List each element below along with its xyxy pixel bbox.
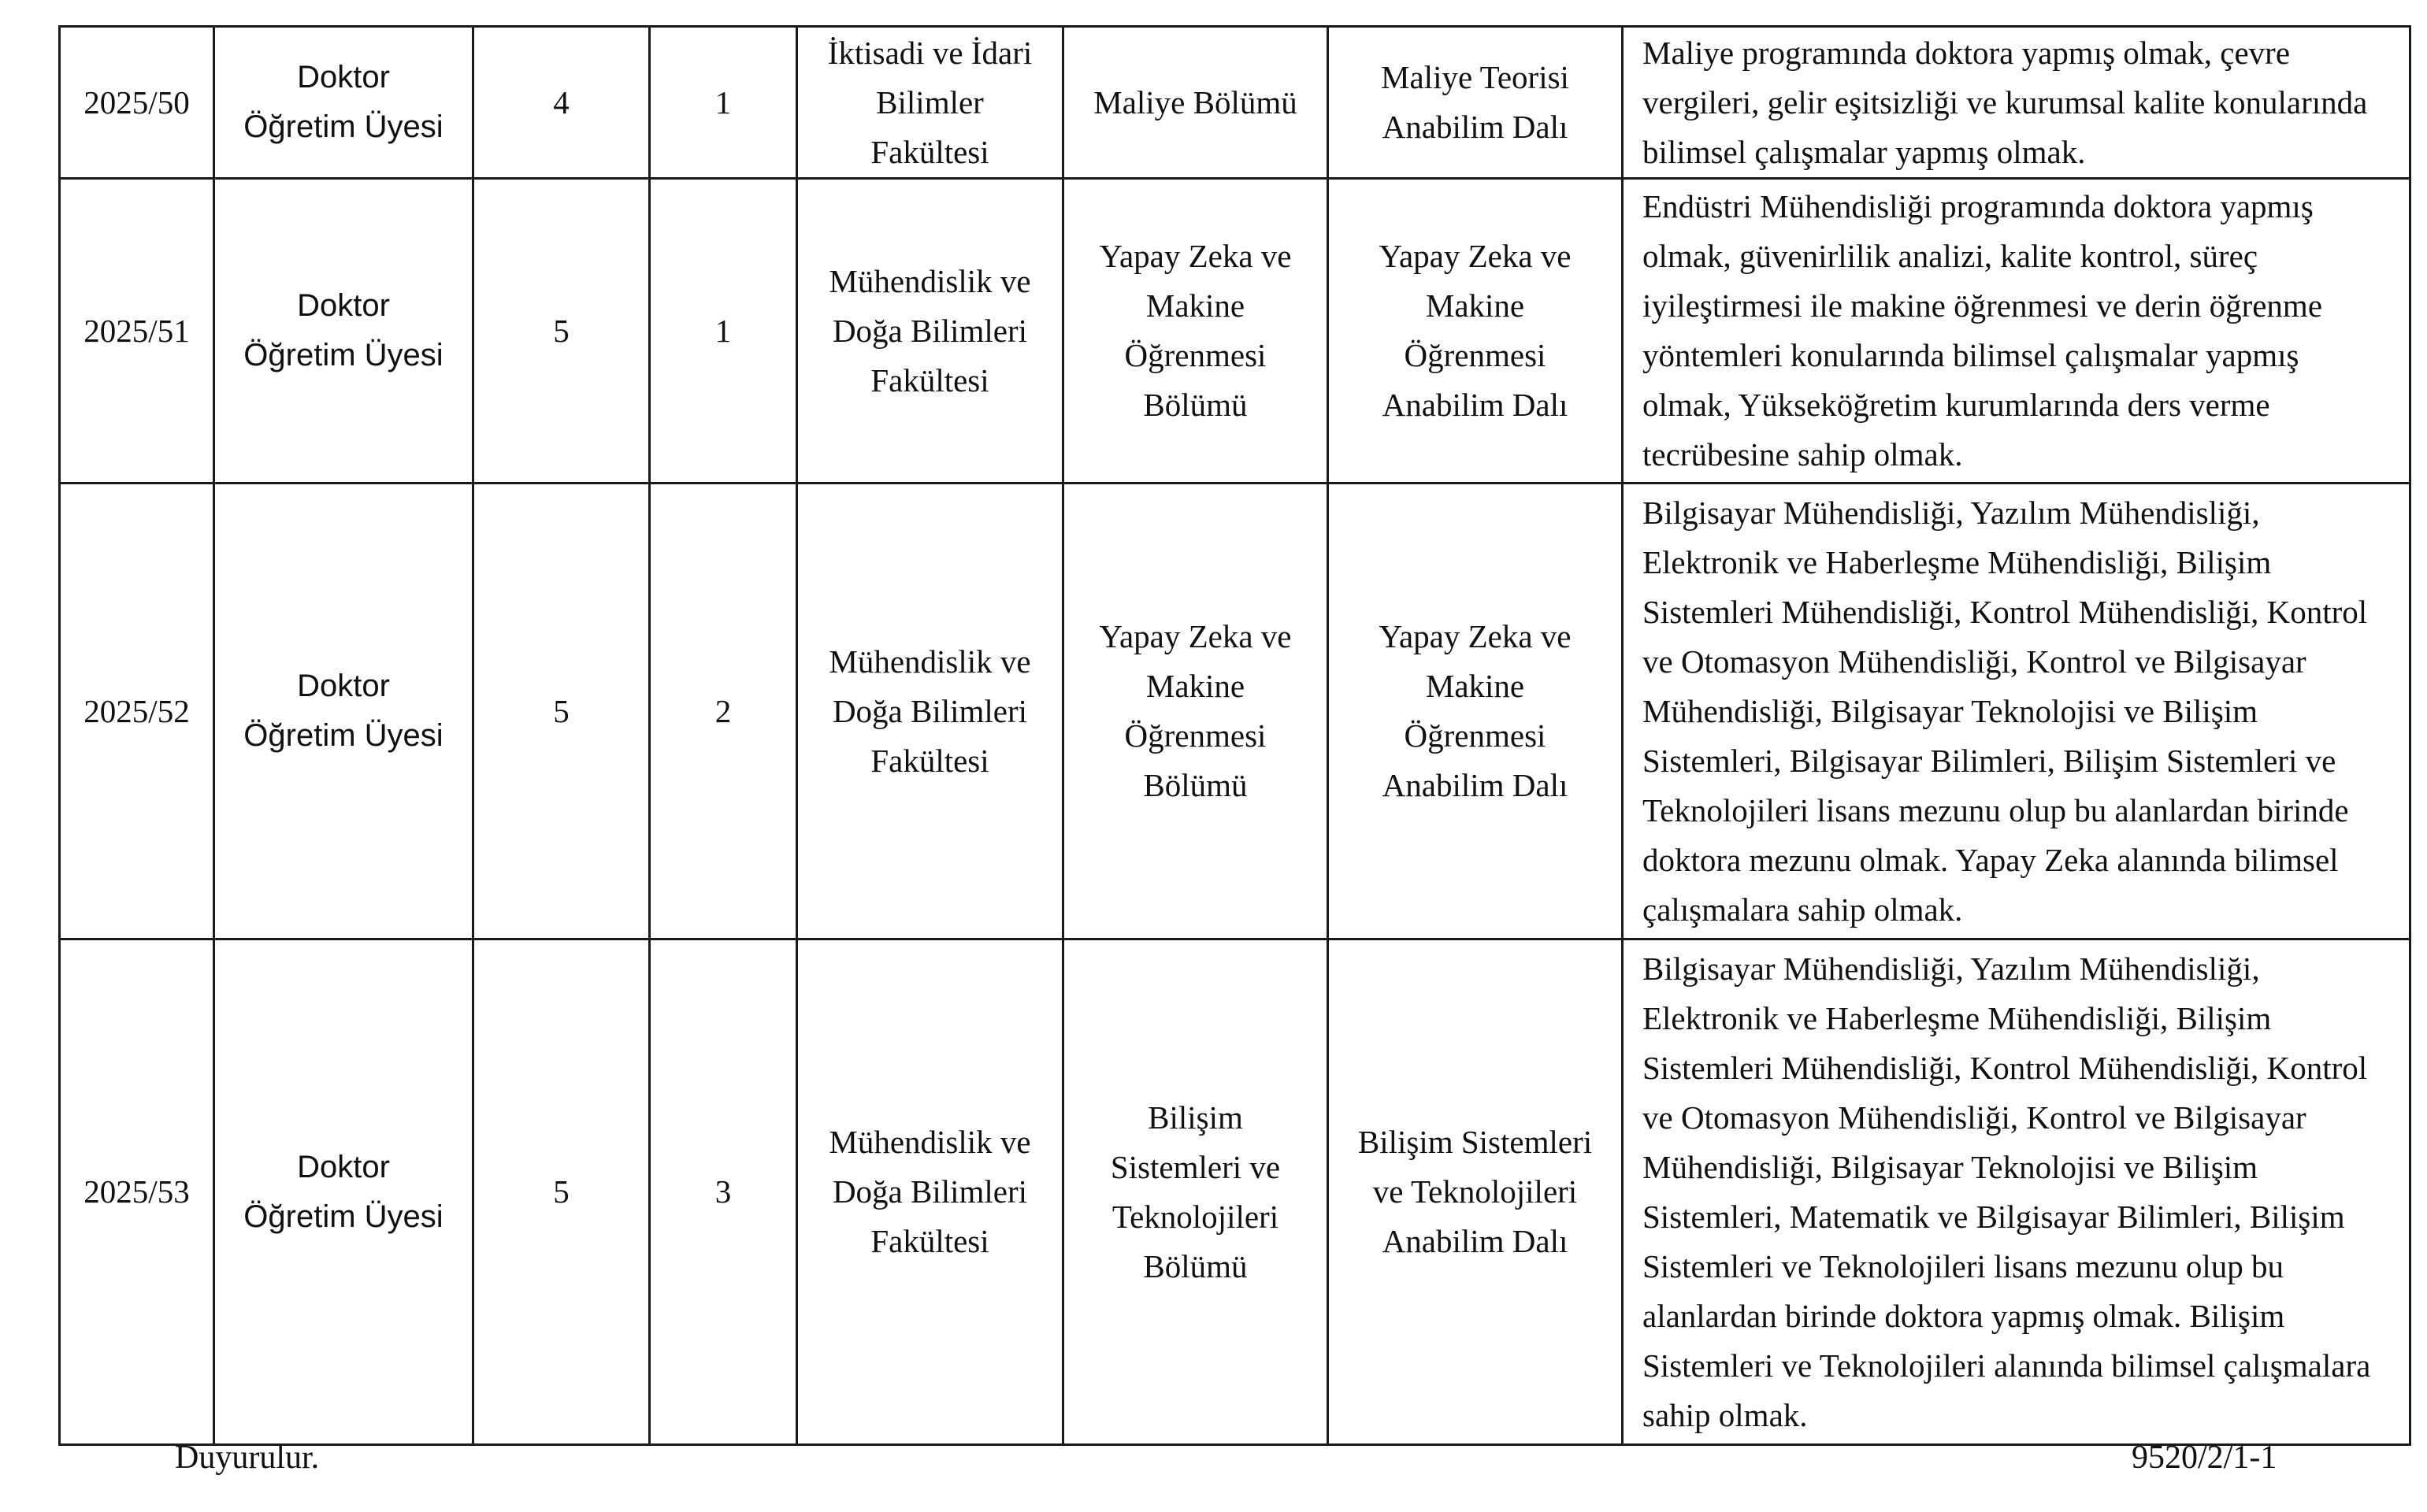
degree-cell: 5 xyxy=(473,939,650,1445)
department-cell: Yapay Zeka ve Makine Öğrenmesi Bölümü xyxy=(1063,484,1328,939)
position-title: Doktor Öğretim Üyesi xyxy=(214,27,473,179)
reference-number: 9520/2/1-1 xyxy=(2132,1440,2277,1476)
department-cell: Yapay Zeka ve Makine Öğrenmesi Bölümü xyxy=(1063,179,1328,484)
department-cell: Maliye Bölümü xyxy=(1063,27,1328,179)
count-cell: 2 xyxy=(650,484,797,939)
table-row xyxy=(60,939,2410,1445)
count-cell: 1 xyxy=(650,179,797,484)
division-cell: Bilişim Sistemleri ve Teknolojileri Anabilim Dalı xyxy=(1328,939,1623,1445)
table-row xyxy=(60,27,2410,179)
requirements-cell: Maliye programında doktora yapmış olmak, çevre vergileri, gelir eşitsizliği ve kurumsal kalite konularında bilimsel çalışmalar yapmış olmak. xyxy=(1623,27,2410,179)
position-title: Doktor Öğretim Üyesi xyxy=(214,939,473,1445)
ilan-code: 2025/52 xyxy=(60,484,214,939)
faculty-cell: Mühendislik ve Doğa Bilimleri Fakültesi xyxy=(797,179,1063,484)
position-table xyxy=(58,25,2411,1446)
degree-cell: 5 xyxy=(473,484,650,939)
announcement-closing: Duyurulur. xyxy=(175,1440,320,1476)
degree-cell: 5 xyxy=(473,179,650,484)
count-cell: 3 xyxy=(650,939,797,1445)
ilan-code: 2025/51 xyxy=(60,179,214,484)
ilan-code: 2025/50 xyxy=(60,27,214,179)
position-title: Doktor Öğretim Üyesi xyxy=(214,179,473,484)
faculty-cell: Mühendislik ve Doğa Bilimleri Fakültesi xyxy=(797,939,1063,1445)
degree-cell: 4 xyxy=(473,27,650,179)
requirements-cell: Endüstri Mühendisliği programında doktora yapmış olmak, güvenirlilik analizi, kalite kontrol, süreç iyileştirmesi ile makine öğrenmesi ve derin öğrenme yöntemleri konularında bilimsel çalışmalar yapmış olmak, Yükseköğretim kurumlarında ders verme tecrübesine sahip olmak. xyxy=(1623,179,2410,484)
requirements-cell: Bilgisayar Mühendisliği, Yazılım Mühendisliği, Elektronik ve Haberleşme Mühendisliği, Bilişim Sistemleri Mühendisliği, Kontrol Mühendisliği, Kontrol ve Otomasyon Mühendisliği, Kontrol ve Bilgisayar Mühendisliği, Bilgisayar Teknolojisi ve Bilişim Sistemleri, Matematik ve Bilgisayar Bilimleri, Bilişim Sistemleri ve Teknolojileri lisans mezunu olup bu alanlardan birinde doktora yapmış olmak. Bilişim Sistemleri ve Teknolojileri alanında bilimsel çalışmalara sahip olmak. xyxy=(1623,939,2410,1445)
table-row xyxy=(60,484,2410,939)
division-cell: Yapay Zeka ve Makine Öğrenmesi Anabilim Dalı xyxy=(1328,484,1623,939)
division-cell: Maliye Teorisi Anabilim Dalı xyxy=(1328,27,1623,179)
count-cell: 1 xyxy=(650,27,797,179)
department-cell: Bilişim Sistemleri ve Teknolojileri Bölümü xyxy=(1063,939,1328,1445)
ilan-code: 2025/53 xyxy=(60,939,214,1445)
requirements-cell: Bilgisayar Mühendisliği, Yazılım Mühendisliği, Elektronik ve Haberleşme Mühendisliği, Bilişim Sistemleri Mühendisliği, Kontrol Mühendisliği, Kontrol ve Otomasyon Mühendisliği, Kontrol ve Bilgisayar Mühendisliği, Bilgisayar Teknolojisi ve Bilişim Sistemleri, Bilgisayar Bilimleri, Bilişim Sistemleri ve Teknolojileri lisans mezunu olup bu alanlardan birinde doktora mezunu olmak. Yapay Zeka alanında bilimsel çalışmalara sahip olmak. xyxy=(1623,484,2410,939)
faculty-cell: İktisadi ve İdari Bilimler Fakültesi xyxy=(797,27,1063,179)
table-row xyxy=(60,179,2410,484)
division-cell: Yapay Zeka ve Makine Öğrenmesi Anabilim Dalı xyxy=(1328,179,1623,484)
faculty-cell: Mühendislik ve Doğa Bilimleri Fakültesi xyxy=(797,484,1063,939)
position-title: Doktor Öğretim Üyesi xyxy=(214,484,473,939)
